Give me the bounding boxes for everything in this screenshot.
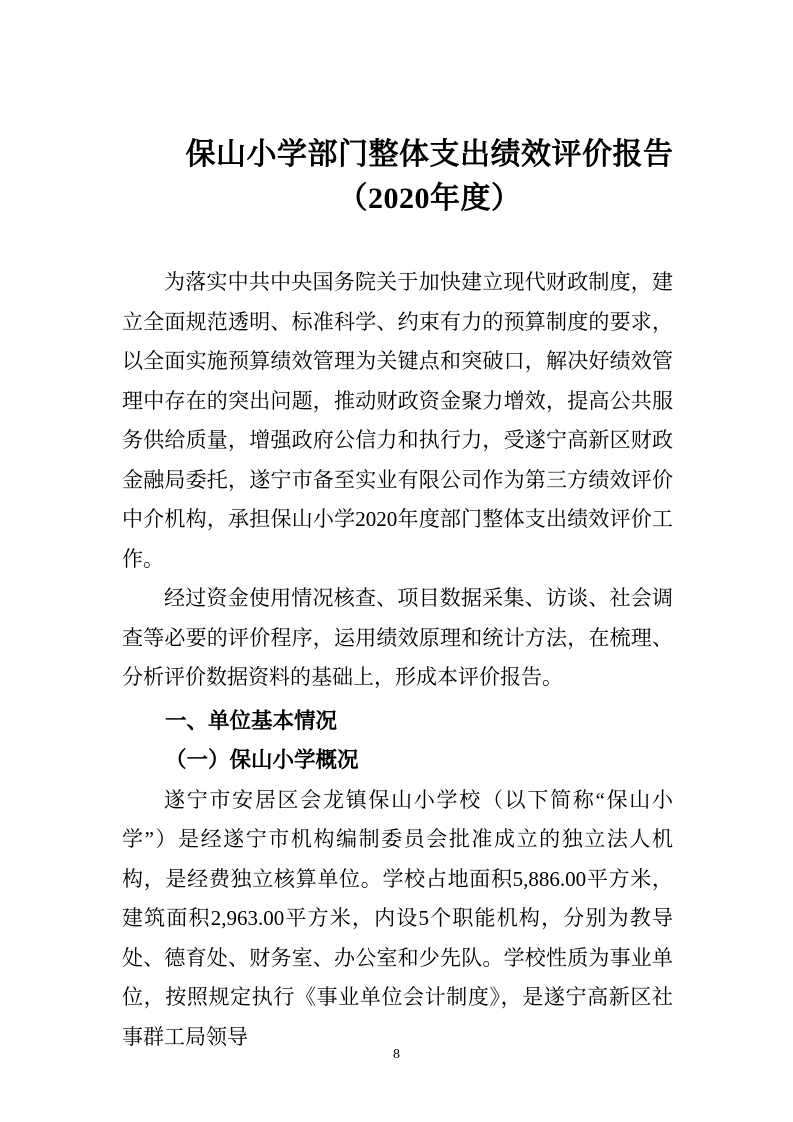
- intro-paragraph-1: 为落实中共中央国务院关于加快建立现代财政制度，建立全面规范透明、标准科学、约束有力的预算制度的要求，以全面实施预算绩效管理为关键点和突破口，解决好绩效管理中存在的突出问题，推动财政资金聚力增效，提高公共服务供给质量，增强政府公信力和执行力，受遂宁高新区财政金融局委托，遂宁市备至实业有限公司作为第三方绩效评价中介机构，承担保山小学2020年度部门整体支出绩效评价工作。: [122, 270, 673, 571]
- document-title: [0, 0, 793, 221]
- page-number: 8: [393, 1047, 400, 1062]
- document-title-line2: （2020年度）: [337, 182, 522, 215]
- document-title-line1: 保山小学部门整体支出绩效评价报告: [185, 138, 674, 171]
- intro-paragraph-2: 经过资金使用情况核查、项目数据采集、访谈、社会调查等必要的评价程序，运用绩效原理和统计方法，在梳理、分析评价数据资料的基础上，形成本评价报告。: [122, 586, 673, 689]
- school-overview-paragraph: 遂宁市安居区会龙镇保山小学校（以下简称“保山小学”）是经遂宁市机构编制委员会批准成立的独立法人机构，是经费独立核算单位。学校占地面积5,886.00平方米，建筑面积2,963.00平方米，内设5个职能机构，分别为教导处、德育处、财务室、办公室和少先队。学校性质为事业单位，按照规定执行《事业单位会计制度》，是遂宁高新区社事群工局领导: [122, 787, 673, 1049]
- document-body: [122, 263, 673, 1057]
- section-heading-unit-basic-info: 一、单位基本情况: [165, 708, 338, 733]
- page-footer: [0, 1046, 793, 1064]
- subsection-heading-school-overview: （一）保山小学概况: [165, 748, 359, 772]
